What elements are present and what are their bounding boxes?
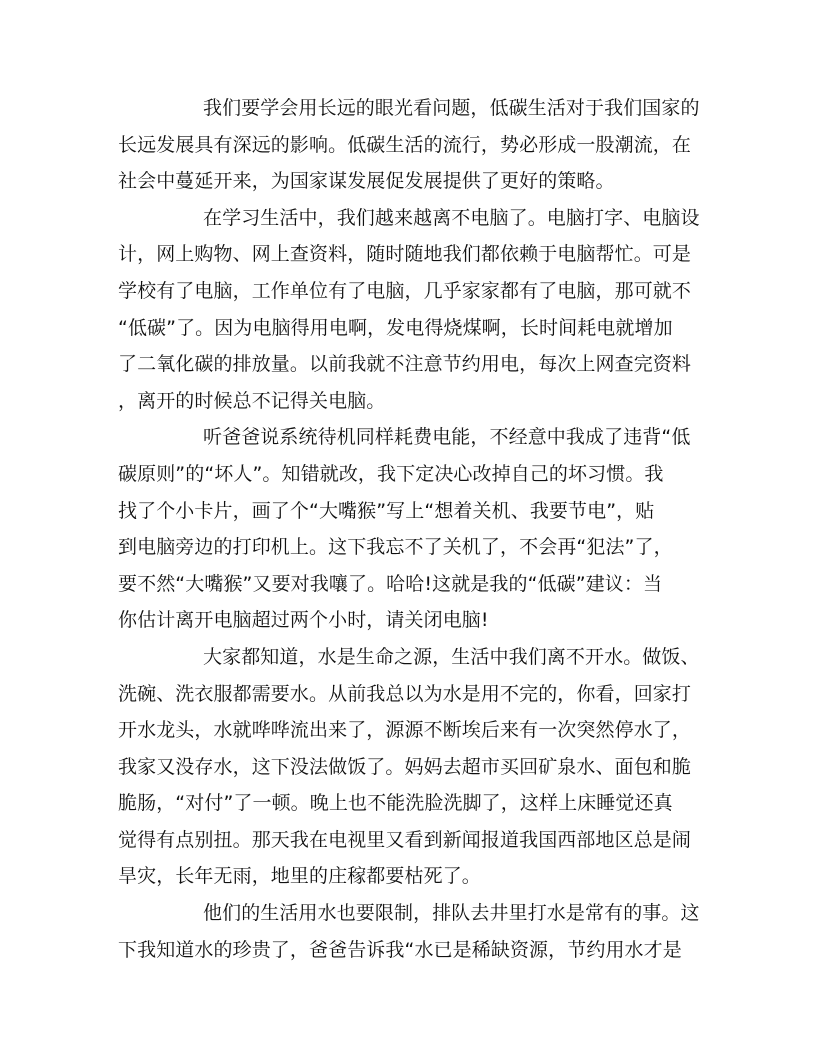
- text-line: 下我知道水的珍贵了，爸爸告诉我“水已是稀缺资源，节约用水才是: [118, 938, 682, 961]
- text-line: 社会中蔓延开来，为国家谋发展促发展提供了更好的策略。: [118, 170, 615, 193]
- text-line: “低碳”了。因为电脑得用电啊，发电得烧煤啊，长时间耗电就增加: [118, 316, 673, 339]
- text-line: 旱灾，长年无雨，地里的庄稼都要枯死了。: [118, 865, 481, 888]
- text-line: 开水龙头，水就哗哗流出来了，源源不断埃后来有一次突然停水了，: [118, 719, 692, 742]
- text-line: 长远发展具有深远的影响。低碳生活的流行，势必形成一股潮流，在: [118, 133, 692, 156]
- paragraph-first-line: 我们要学会用长远的眼光看问题，低碳生活对于我们国家的: [203, 97, 700, 119]
- text-line: 找了个小卡片，画了个“大嘴猴”写上“想着关机、我要节电”，贴: [118, 499, 655, 522]
- text-line: 了二氧化碳的排放量。以前我就不注意节约用电，每次上网查完资料: [118, 353, 692, 376]
- paragraph-first-line: 听爸爸说系统待机同样耗费电能，不经意中我成了违背“低: [203, 426, 691, 449]
- paragraph-first-line: 在学习生活中，我们越来越离不电脑了。电脑打字、电脑设: [203, 206, 700, 229]
- paragraph-first-line: 他们的生活用水也要限制，排队去井里打水是常有的事。这: [203, 902, 700, 925]
- text-line: 觉得有点别扭。那天我在电视里又看到新闻报道我国西部地区总是闹: [118, 828, 692, 851]
- paragraph-first-line: 大家都知道，水是生命之源，生活中我们离不开水。做饭、: [203, 645, 700, 668]
- text-line: 你估计离开电脑超过两个小时，请关闭电脑!: [118, 609, 489, 632]
- text-line: 脆肠，“对付”了一顿。晚上也不能洗脸洗脚了，这样上床睡觉还真: [118, 792, 673, 815]
- body-text: [118, 90, 698, 968]
- text-line: 计，网上购物、网上查资料，随时随地我们都依赖于电脑帮忙。可是: [118, 243, 692, 266]
- text-line: 碳原则”的“坏人”。知错就改，我下定决心改掉自己的坏习惯。我: [118, 462, 664, 485]
- text-line: 我家又没存水，这下没法做饭了。妈妈去超市买回矿泉水、面包和脆: [118, 755, 692, 778]
- text-line: 学校有了电脑，工作单位有了电脑，几乎家家都有了电脑，那可就不: [118, 279, 692, 302]
- text-line: 到电脑旁边的打印机上。这下我忘不了关机了，不会再“犯法”了，: [118, 536, 673, 559]
- text-line: 要不然“大嘴猴”又要对我嚷了。哈哈!这就是我的“低碳”建议：当: [118, 572, 663, 595]
- text-line: 洗碗、洗衣服都需要水。从前我总以为水是用不完的，你看，回家打: [118, 682, 692, 705]
- text-line: ，离开的时候总不记得关电脑。: [118, 389, 386, 412]
